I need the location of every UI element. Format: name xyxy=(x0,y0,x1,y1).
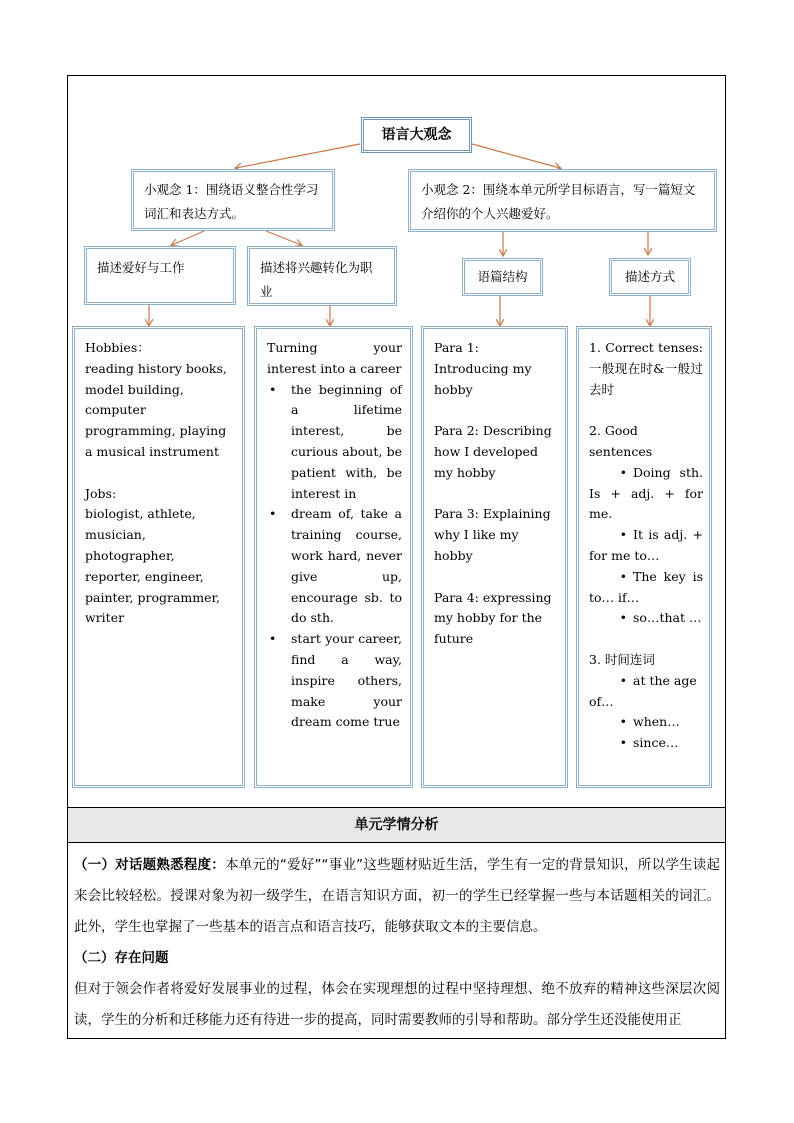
concept1-text: 小观念 1：围绕语义整合性学习词汇和表达方式。 xyxy=(144,182,319,221)
concept2-text: 小观念 2：围绕本单元所学目标语言，写一篇短文介绍你的个人兴趣爱好。 xyxy=(421,182,696,221)
familiarity-label: （一）对话题熟悉程度： xyxy=(74,857,225,873)
detail2-bullet: • dream of, take a training course, work hard, never give up, encourage sb. to do sth. xyxy=(291,504,402,629)
analysis-paragraph-3: 但对于领会作者将爱好发展事业的过程，体会在实现理想的过程中坚持理想、绝不放弃的精神这些深层次阅读，学生的分析和迁移能力还有待进一步的提高，同时需要教师的引导和帮助。部分学生还没能使用正 xyxy=(74,981,720,1028)
detail3-box xyxy=(421,326,568,788)
diagram-title: 语言大观念 xyxy=(381,127,452,143)
sentence-point: • Doing sth. Is + adj. + for me. xyxy=(589,464,703,522)
concept2-box xyxy=(408,169,717,232)
sentence-point: • The key is to… if… xyxy=(589,568,703,605)
problems-label: （二）存在问题 xyxy=(74,950,169,966)
conjunction-point: • at the age of… xyxy=(589,672,697,709)
branch2-box xyxy=(247,246,397,306)
branch1-box xyxy=(84,246,236,305)
hobbies-label: Hobbies： xyxy=(85,340,150,355)
diagram-title-box xyxy=(361,117,472,153)
sentence-point: • It is adj. + for me to… xyxy=(589,527,703,563)
detail2-intro: Turning your interest into a career xyxy=(267,340,402,376)
branch4-text: 描述方式 xyxy=(624,269,675,284)
conjunctions-item: 3. 时间连词 xyxy=(589,651,655,667)
hobbies-text: reading history books, model building, computer programming, playing a musical instrument xyxy=(85,360,227,459)
branch3-box xyxy=(462,258,543,296)
detail2-box xyxy=(254,326,413,788)
para-item: Para 4: expressing my hobby for the future xyxy=(434,589,552,647)
sentence-point: • so…that … xyxy=(619,610,702,626)
branch4-box xyxy=(609,258,691,296)
branch2-text: 描述将兴趣转化为职业 xyxy=(260,260,373,299)
analysis-section-title: 单元学情分析 xyxy=(68,807,725,843)
familiarity-text: 本单元的“爱好”“事业”这些题材贴近生活，学生有一定的背景知识，所以学生读起来会比较轻松。授课对象为初一级学生，在语言知识方面，初一的学生已经掌握一些与本话题相关的词汇。此外，学生也掌握了一些基本的语言点和语言技巧，能够获取文本的主要信息。 xyxy=(74,857,720,935)
detail2-bullet: • the beginning of a lifetime interest, be curious about, be patient with, be interest in xyxy=(291,380,402,505)
good-sentences-item: 2. Good sentences xyxy=(589,423,653,459)
jobs-label: Jobs: xyxy=(85,485,117,501)
para-item: Para 3: Explaining why I like my hobby xyxy=(434,506,551,563)
conjunction-point: • when… xyxy=(619,714,680,730)
branch3-text: 语篇结构 xyxy=(477,269,528,284)
branch1-text: 描述爱好与工作 xyxy=(97,260,185,275)
conjunction-point: • since… xyxy=(619,735,679,751)
detail4-box xyxy=(576,326,712,788)
para-item: Para 1: Introducing my hobby xyxy=(434,340,532,397)
analysis-body xyxy=(74,850,720,1036)
concept1-box xyxy=(131,169,335,231)
tenses-item: 1. Correct tenses: 一般现在时&一般过去时 xyxy=(589,340,703,397)
detail1-box xyxy=(72,326,245,788)
para-item: Para 2: Describing how I developed my hobby xyxy=(434,423,552,480)
jobs-text: biologist, athlete, musician, photographer, reporter, engineer, painter, programmer, writer xyxy=(85,506,221,626)
analysis-paragraph-1 xyxy=(74,850,720,943)
detail2-bullet: • start your career, find a way, inspire others, make your dream come true xyxy=(291,629,402,733)
